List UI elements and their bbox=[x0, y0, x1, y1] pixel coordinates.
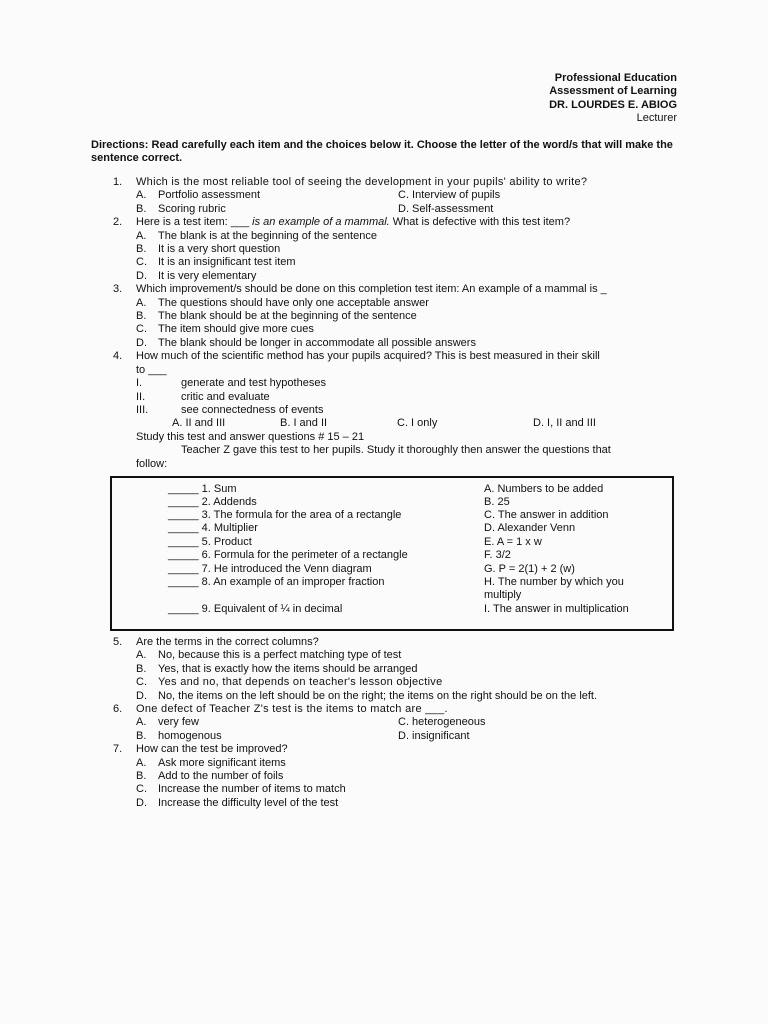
answer-choices-row bbox=[113, 417, 683, 430]
question-text-italic: is an example of a mammal. bbox=[252, 216, 390, 229]
question-1 bbox=[113, 176, 683, 189]
option-c: C. heterogeneous bbox=[398, 716, 486, 729]
matching-left-item: _____ 4. Multiplier bbox=[168, 522, 258, 534]
option-text: No, because this is a perfect matching type of test bbox=[158, 649, 402, 662]
matching-right-item: F. 3/2 bbox=[484, 549, 511, 561]
matching-left-item: _____ 9. Equivalent of ¼ in decimal bbox=[168, 603, 343, 615]
course-title: Professional Education bbox=[554, 72, 677, 84]
option-letter: A. bbox=[136, 756, 147, 769]
option-row bbox=[113, 716, 683, 729]
option-text: Add to the number of foils bbox=[158, 770, 284, 783]
option-d bbox=[113, 337, 683, 350]
matching-left-item: _____ 3. The formula for the area of a rectangle bbox=[168, 509, 402, 521]
option-b: homogenous bbox=[158, 729, 222, 742]
matching-left-item: _____ 7. He introduced the Venn diagram bbox=[168, 563, 372, 575]
roman-item-1 bbox=[113, 377, 683, 390]
question-number: 3. bbox=[113, 283, 123, 296]
question-7 bbox=[113, 743, 683, 756]
question-6 bbox=[113, 703, 683, 716]
option-c bbox=[113, 783, 683, 796]
option-text: Increase the difficulty level of the test bbox=[158, 796, 339, 809]
option-text: The blank is at the beginning of the sentence bbox=[158, 229, 377, 242]
roman-numeral: III. bbox=[136, 403, 149, 416]
lecturer-role: Lecturer bbox=[636, 112, 677, 125]
matching-left-item: _____ 6. Formula for the perimeter of a rectangle bbox=[168, 549, 408, 561]
question-text-cont: to ___ bbox=[136, 363, 167, 376]
option-d: D. Self-assessment bbox=[398, 202, 494, 215]
matching-left-item: _____ 2. Addends bbox=[168, 496, 257, 508]
roman-text: critic and evaluate bbox=[181, 390, 270, 403]
lecturer-name: DR. LOURDES E. ABIOG bbox=[549, 98, 677, 111]
question-text: One defect of Teacher Z's test is the items to match are ___. bbox=[136, 703, 448, 716]
question-2 bbox=[113, 216, 683, 229]
roman-numeral: I. bbox=[136, 377, 143, 390]
matching-right-item: C. The answer in addition bbox=[484, 509, 609, 521]
question-text: How much of the scientific method has your pupils acquired? This is best measured in their skill bbox=[136, 350, 600, 363]
question-text: Which improvement/s should be done on this completion test item: An example of a mammal is _ bbox=[136, 283, 607, 296]
question-number: 6. bbox=[113, 703, 123, 716]
question-number: 2. bbox=[113, 216, 123, 229]
matching-right-item: A. Numbers to be added bbox=[484, 483, 604, 495]
subject-title: Assessment of Learning bbox=[549, 85, 677, 98]
option-text: It is very elementary bbox=[158, 269, 257, 282]
option-text: The blank should be longer in accommodate all possible answers bbox=[158, 336, 476, 349]
option-c bbox=[113, 323, 683, 336]
option-letter: A. bbox=[136, 229, 147, 242]
question-text: Which is the most reliable tool of seeing the development in your pupils' ability to write? bbox=[136, 176, 588, 188]
option-a bbox=[113, 649, 683, 662]
option-letter: A. bbox=[136, 189, 147, 202]
option-text: Yes, that is exactly how the items should be arranged bbox=[158, 662, 418, 675]
matching-left-item: _____ 8. An example of an improper fraction bbox=[168, 576, 385, 588]
questions-part-1 bbox=[113, 176, 683, 471]
option-text: The item should give more cues bbox=[158, 323, 314, 336]
roman-numeral: II. bbox=[136, 390, 146, 403]
question-number: 4. bbox=[113, 350, 123, 363]
option-d: D. insignificant bbox=[398, 729, 470, 742]
option-letter: B. bbox=[136, 770, 147, 783]
option-row bbox=[113, 730, 683, 743]
study-instruction: Study this test and answer questions # 15 – 21 bbox=[136, 430, 365, 443]
option-d: D. I, II and III bbox=[533, 417, 596, 430]
option-c: C. I only bbox=[397, 417, 438, 430]
option-text: Ask more significant items bbox=[158, 756, 286, 769]
question-text: How can the test be improved? bbox=[136, 743, 288, 756]
option-d bbox=[113, 690, 683, 703]
option-b: B. I and II bbox=[280, 417, 328, 430]
option-letter: B. bbox=[136, 729, 147, 742]
question-3 bbox=[113, 283, 683, 296]
roman-text: generate and test hypotheses bbox=[181, 377, 326, 390]
option-letter: C. bbox=[136, 323, 147, 336]
option-letter: B. bbox=[136, 662, 147, 675]
option-text: No, the items on the left should be on the right; the items on the right should be on the left. bbox=[158, 689, 598, 702]
option-letter: C. bbox=[136, 256, 147, 269]
option-letter: C. bbox=[136, 676, 147, 689]
option-text: It is an insignificant test item bbox=[158, 256, 296, 269]
roman-item-2 bbox=[113, 391, 683, 404]
question-5 bbox=[113, 636, 683, 649]
option-row bbox=[113, 203, 683, 216]
option-letter: B. bbox=[136, 310, 147, 323]
document-header bbox=[549, 72, 677, 126]
question-4 bbox=[113, 350, 683, 363]
matching-right-item: G. P = 2(1) + 2 (w) bbox=[484, 563, 575, 575]
option-text: Increase the number of items to match bbox=[158, 783, 346, 796]
option-b bbox=[113, 310, 683, 323]
question-text: Are the terms in the correct columns? bbox=[136, 636, 319, 648]
option-d bbox=[113, 797, 683, 810]
option-b: Scoring rubric bbox=[158, 202, 226, 215]
option-a: A. II and III bbox=[172, 417, 226, 430]
option-a: Portfolio assessment bbox=[158, 189, 261, 202]
option-text: Yes and no, that depends on teacher's lesson objective bbox=[158, 676, 443, 689]
question-number: 7. bbox=[113, 743, 123, 756]
option-a bbox=[113, 230, 683, 243]
option-letter: D. bbox=[136, 689, 147, 702]
option-letter: D. bbox=[136, 269, 147, 282]
directions: Directions: Read carefully each item and the choices below it. Choose the letter of the word/s that will make the sentence correct. bbox=[91, 139, 673, 165]
option-text: It is a very short question bbox=[158, 243, 281, 256]
option-a: very few bbox=[158, 716, 199, 729]
option-letter: A. bbox=[136, 296, 147, 309]
option-letter: D. bbox=[136, 336, 147, 349]
option-a bbox=[113, 757, 683, 770]
option-d bbox=[113, 270, 683, 283]
question-text-post: What is defective with this test item? bbox=[389, 216, 571, 229]
questions-part-2 bbox=[113, 636, 683, 810]
study-context: Teacher Z gave this test to her pupils. Study it thoroughly then answer the questions that bbox=[181, 444, 611, 457]
question-number: 1. bbox=[113, 176, 123, 188]
matching-right-item: E. A = 1 x w bbox=[484, 536, 542, 548]
option-letter: B. bbox=[136, 202, 147, 215]
matching-right-item: I. The answer in multiplication bbox=[484, 603, 629, 615]
option-a bbox=[113, 297, 683, 310]
option-letter: A. bbox=[136, 716, 147, 729]
option-letter: C. bbox=[136, 783, 147, 796]
option-row bbox=[113, 189, 683, 202]
question-number: 5. bbox=[113, 636, 123, 648]
option-text: The blank should be at the beginning of the sentence bbox=[158, 310, 417, 323]
matching-test-box bbox=[110, 476, 674, 631]
option-letter: D. bbox=[136, 796, 147, 809]
study-context-cont: follow: bbox=[136, 457, 168, 470]
matching-right-item: H. The number by which you multiply bbox=[484, 576, 624, 602]
option-c bbox=[113, 256, 683, 269]
matching-left-item: _____ 5. Product bbox=[168, 536, 252, 548]
matching-right-item: B. 25 bbox=[484, 496, 510, 508]
roman-text: see connectedness of events bbox=[181, 403, 324, 416]
option-b bbox=[113, 243, 683, 256]
option-b bbox=[113, 663, 683, 676]
option-text: The questions should have only one acceptable answer bbox=[158, 296, 429, 309]
option-c: C. Interview of pupils bbox=[398, 189, 501, 202]
roman-item-3 bbox=[113, 404, 683, 417]
option-letter: B. bbox=[136, 243, 147, 256]
option-c bbox=[113, 676, 683, 689]
option-b bbox=[113, 770, 683, 783]
matching-left-item: _____ 1. Sum bbox=[168, 483, 237, 495]
option-letter: A. bbox=[136, 649, 147, 662]
matching-right-item: D. Alexander Venn bbox=[484, 522, 576, 534]
question-text-pre: Here is a test item: ___ bbox=[136, 216, 253, 229]
